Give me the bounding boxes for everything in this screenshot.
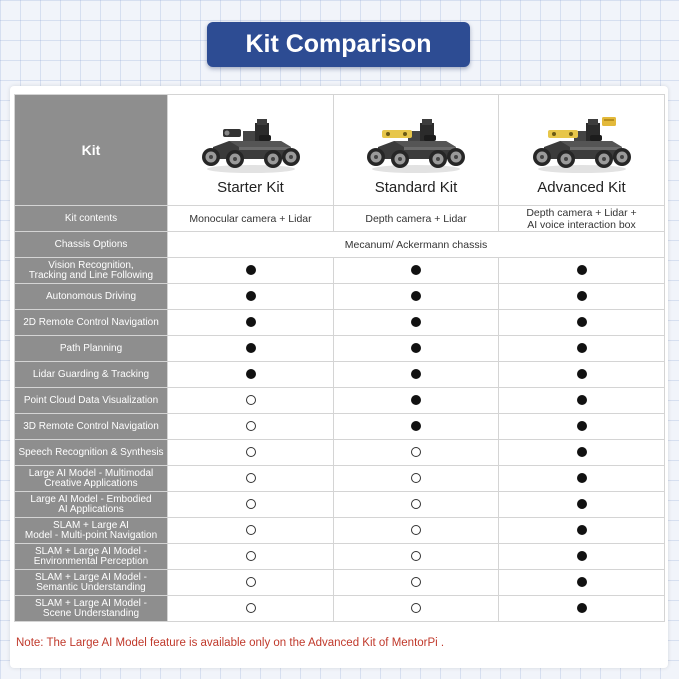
- feature-label: Large AI Model - Multimodal Creative Applications: [15, 466, 168, 492]
- filled-circle-icon: [411, 265, 421, 275]
- feature-cell-starter: [168, 414, 334, 440]
- kit-contents-row: [15, 206, 665, 232]
- filled-circle-icon: [411, 395, 421, 405]
- feature-cell-standard: [334, 440, 499, 466]
- empty-circle-icon: [246, 577, 256, 587]
- filled-circle-icon: [411, 291, 421, 301]
- feature-cell-starter: [168, 466, 334, 492]
- feature-cell-standard: [334, 258, 499, 284]
- filled-circle-icon: [577, 499, 587, 509]
- feature-cell-starter: [168, 258, 334, 284]
- filled-circle-icon: [577, 447, 587, 457]
- feature-row: [15, 596, 665, 622]
- feature-cell-standard: [334, 336, 499, 362]
- empty-circle-icon: [246, 551, 256, 561]
- feature-label: Lidar Guarding & Tracking: [15, 362, 168, 388]
- feature-cell-starter: [168, 570, 334, 596]
- filled-circle-icon: [577, 291, 587, 301]
- filled-circle-icon: [577, 577, 587, 587]
- filled-circle-icon: [577, 525, 587, 535]
- feature-label: Point Cloud Data Visualization: [15, 388, 168, 414]
- filled-circle-icon: [577, 473, 587, 483]
- filled-circle-icon: [411, 421, 421, 431]
- chassis-value: Mecanum/ Ackermann chassis: [168, 232, 665, 258]
- empty-circle-icon: [411, 551, 421, 561]
- feature-cell-advanced: [499, 518, 665, 544]
- filled-circle-icon: [577, 343, 587, 353]
- feature-row: [15, 284, 665, 310]
- kit-contents-label: Kit contents: [15, 206, 168, 232]
- feature-cell-standard: [334, 414, 499, 440]
- feature-cell-starter: [168, 518, 334, 544]
- robot-car-image-standard: [364, 113, 468, 175]
- kit-name-standard: Standard Kit: [374, 178, 458, 196]
- footnote: Note: The Large AI Model feature is available only on the Advanced Kit of MentorPi .: [16, 637, 445, 649]
- filled-circle-icon: [246, 369, 256, 379]
- feature-cell-advanced: [499, 362, 665, 388]
- feature-cell-starter: [168, 284, 334, 310]
- feature-label: 3D Remote Control Navigation: [15, 414, 168, 440]
- empty-circle-icon: [411, 525, 421, 535]
- filled-circle-icon: [577, 421, 587, 431]
- header-row: [15, 95, 665, 206]
- feature-row: [15, 544, 665, 570]
- feature-cell-advanced: [499, 414, 665, 440]
- feature-label: Autonomous Driving: [15, 284, 168, 310]
- feature-cell-standard: [334, 518, 499, 544]
- kit-header-label: Kit: [15, 95, 168, 206]
- feature-row: [15, 466, 665, 492]
- feature-cell-standard: [334, 466, 499, 492]
- empty-circle-icon: [246, 603, 256, 613]
- feature-cell-standard: [334, 544, 499, 570]
- feature-row: [15, 440, 665, 466]
- empty-circle-icon: [411, 577, 421, 587]
- empty-circle-icon: [246, 395, 256, 405]
- feature-cell-advanced: [499, 466, 665, 492]
- feature-cell-standard: [334, 284, 499, 310]
- filled-circle-icon: [577, 265, 587, 275]
- feature-row: [15, 570, 665, 596]
- feature-cell-starter: [168, 544, 334, 570]
- kit-column-advanced: [499, 95, 665, 206]
- feature-cell-advanced: [499, 570, 665, 596]
- kit-name-starter: Starter Kit: [217, 178, 284, 196]
- filled-circle-icon: [246, 265, 256, 275]
- feature-cell-starter: [168, 336, 334, 362]
- filled-circle-icon: [246, 317, 256, 327]
- feature-label: SLAM + Large AI Model - Environmental Perception: [15, 544, 168, 570]
- feature-label: SLAM + Large AI Model - Multi-point Navigation: [15, 518, 168, 544]
- filled-circle-icon: [577, 603, 587, 613]
- feature-label: SLAM + Large AI Model - Scene Understanding: [15, 596, 168, 622]
- feature-label: Vision Recognition, Tracking and Line Following: [15, 258, 168, 284]
- kit-column-standard: [334, 95, 499, 206]
- feature-cell-advanced: [499, 284, 665, 310]
- kit-name-advanced: Advanced Kit: [537, 178, 626, 196]
- feature-row: [15, 518, 665, 544]
- feature-cell-starter: [168, 596, 334, 622]
- feature-label: 2D Remote Control Navigation: [15, 310, 168, 336]
- filled-circle-icon: [246, 343, 256, 353]
- feature-row: [15, 388, 665, 414]
- empty-circle-icon: [246, 421, 256, 431]
- empty-circle-icon: [411, 603, 421, 613]
- feature-row: [15, 310, 665, 336]
- empty-circle-icon: [411, 447, 421, 457]
- feature-label: Large AI Model - Embodied AI Applications: [15, 492, 168, 518]
- feature-cell-advanced: [499, 310, 665, 336]
- feature-cell-advanced: [499, 492, 665, 518]
- feature-cell-advanced: [499, 258, 665, 284]
- empty-circle-icon: [246, 473, 256, 483]
- feature-cell-standard: [334, 362, 499, 388]
- feature-cell-starter: [168, 440, 334, 466]
- feature-row: [15, 258, 665, 284]
- feature-row: [15, 336, 665, 362]
- feature-cell-starter: [168, 362, 334, 388]
- feature-label: Speech Recognition & Synthesis: [15, 440, 168, 466]
- empty-circle-icon: [246, 525, 256, 535]
- feature-cell-starter: [168, 492, 334, 518]
- feature-cell-standard: [334, 596, 499, 622]
- empty-circle-icon: [246, 499, 256, 509]
- feature-cell-standard: [334, 570, 499, 596]
- empty-circle-icon: [246, 447, 256, 457]
- kit-contents-starter: Monocular camera + Lidar: [168, 206, 334, 232]
- robot-car-image-advanced: [530, 113, 634, 175]
- chassis-label: Chassis Options: [15, 232, 168, 258]
- feature-row: [15, 414, 665, 440]
- comparison-card: [10, 86, 668, 668]
- comparison-table: [14, 94, 665, 622]
- feature-row: [15, 362, 665, 388]
- feature-label: Path Planning: [15, 336, 168, 362]
- filled-circle-icon: [246, 291, 256, 301]
- feature-row: [15, 492, 665, 518]
- feature-cell-standard: [334, 492, 499, 518]
- feature-cell-advanced: [499, 336, 665, 362]
- filled-circle-icon: [411, 343, 421, 353]
- feature-cell-starter: [168, 310, 334, 336]
- kit-contents-advanced: Depth camera + Lidar + AI voice interaction box: [499, 206, 665, 232]
- feature-cell-starter: [168, 388, 334, 414]
- filled-circle-icon: [577, 395, 587, 405]
- feature-cell-standard: [334, 388, 499, 414]
- page-title: Kit Comparison: [207, 22, 470, 67]
- empty-circle-icon: [411, 499, 421, 509]
- chassis-row: [15, 232, 665, 258]
- feature-cell-standard: [334, 310, 499, 336]
- robot-car-image-starter: [199, 113, 303, 175]
- feature-cell-advanced: [499, 388, 665, 414]
- feature-cell-advanced: [499, 544, 665, 570]
- kit-column-starter: [168, 95, 334, 206]
- filled-circle-icon: [577, 369, 587, 379]
- filled-circle-icon: [411, 317, 421, 327]
- filled-circle-icon: [577, 551, 587, 561]
- feature-cell-advanced: [499, 596, 665, 622]
- empty-circle-icon: [411, 473, 421, 483]
- filled-circle-icon: [411, 369, 421, 379]
- kit-contents-standard: Depth camera + Lidar: [334, 206, 499, 232]
- filled-circle-icon: [577, 317, 587, 327]
- feature-cell-advanced: [499, 440, 665, 466]
- feature-label: SLAM + Large AI Model - Semantic Understanding: [15, 570, 168, 596]
